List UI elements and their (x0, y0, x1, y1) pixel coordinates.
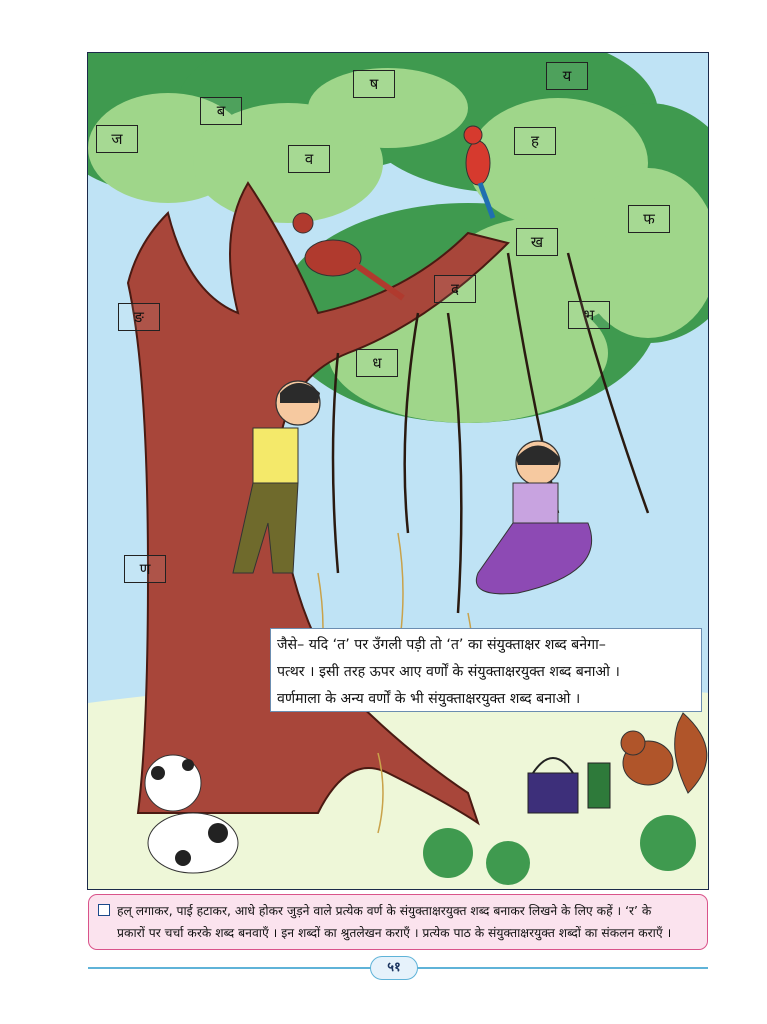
checkbox-bullet-icon (98, 904, 110, 916)
tree-illustration (88, 53, 709, 890)
letter-box-ja[interactable]: ज (96, 125, 138, 153)
letter-box-bha[interactable]: भ (568, 301, 610, 329)
illustration-scene (87, 52, 709, 890)
teacher-note (88, 894, 708, 950)
letter-box-nna[interactable]: ण (124, 555, 166, 583)
letter-box-dha[interactable]: ध (356, 349, 398, 377)
picnic-flask (588, 763, 610, 808)
page-number: ५१ (370, 956, 418, 980)
letter-box-da[interactable]: द (434, 275, 476, 303)
teacher-note-line-2: प्रकारों पर चर्चा करके शब्द बनवाएँ । इन शब्दों का श्रुतलेखन कराएँ । प्रत्येक पाठ के संयुक्ताक्षरयुक्त शब्दों का संकलन कराएँ । (117, 926, 672, 940)
instruction-line-1: जैसे– यदि ‘त’ पर उँगली पड़ी तो ‘त’ का संयुक्ताक्षर शब्द बनेगा– (277, 637, 606, 653)
instruction-box (270, 628, 702, 712)
letter-box-va[interactable]: व (288, 145, 330, 173)
letter-box-ha[interactable]: ह (514, 127, 556, 155)
letter-box-ya[interactable]: य (546, 62, 588, 90)
teacher-note-line-1: हल् लगाकर, पाई हटाकर, आधे होकर जुड़ने वाले प्रत्येक वर्ण के संयुक्ताक्षरयुक्त शब्द बनाकर लिखने के लिए कहें । ‘र’ के (117, 904, 652, 918)
letter-box-kha[interactable]: ख (516, 228, 558, 256)
letter-box-sha[interactable]: ष (353, 70, 395, 98)
letter-box-nga[interactable]: ङ (118, 303, 160, 331)
letter-box-pha[interactable]: फ (628, 205, 670, 233)
instruction-line-3: वर्णमाला के अन्य वर्णों के भी संयुक्ताक्षरयुक्त शब्द बनाओ । (277, 691, 581, 707)
letter-box-ba[interactable]: ब (200, 97, 242, 125)
instruction-line-2: पत्थर । इसी तरह ऊपर आए वर्णों के संयुक्ताक्षरयुक्त शब्द बनाओ । (277, 664, 620, 680)
